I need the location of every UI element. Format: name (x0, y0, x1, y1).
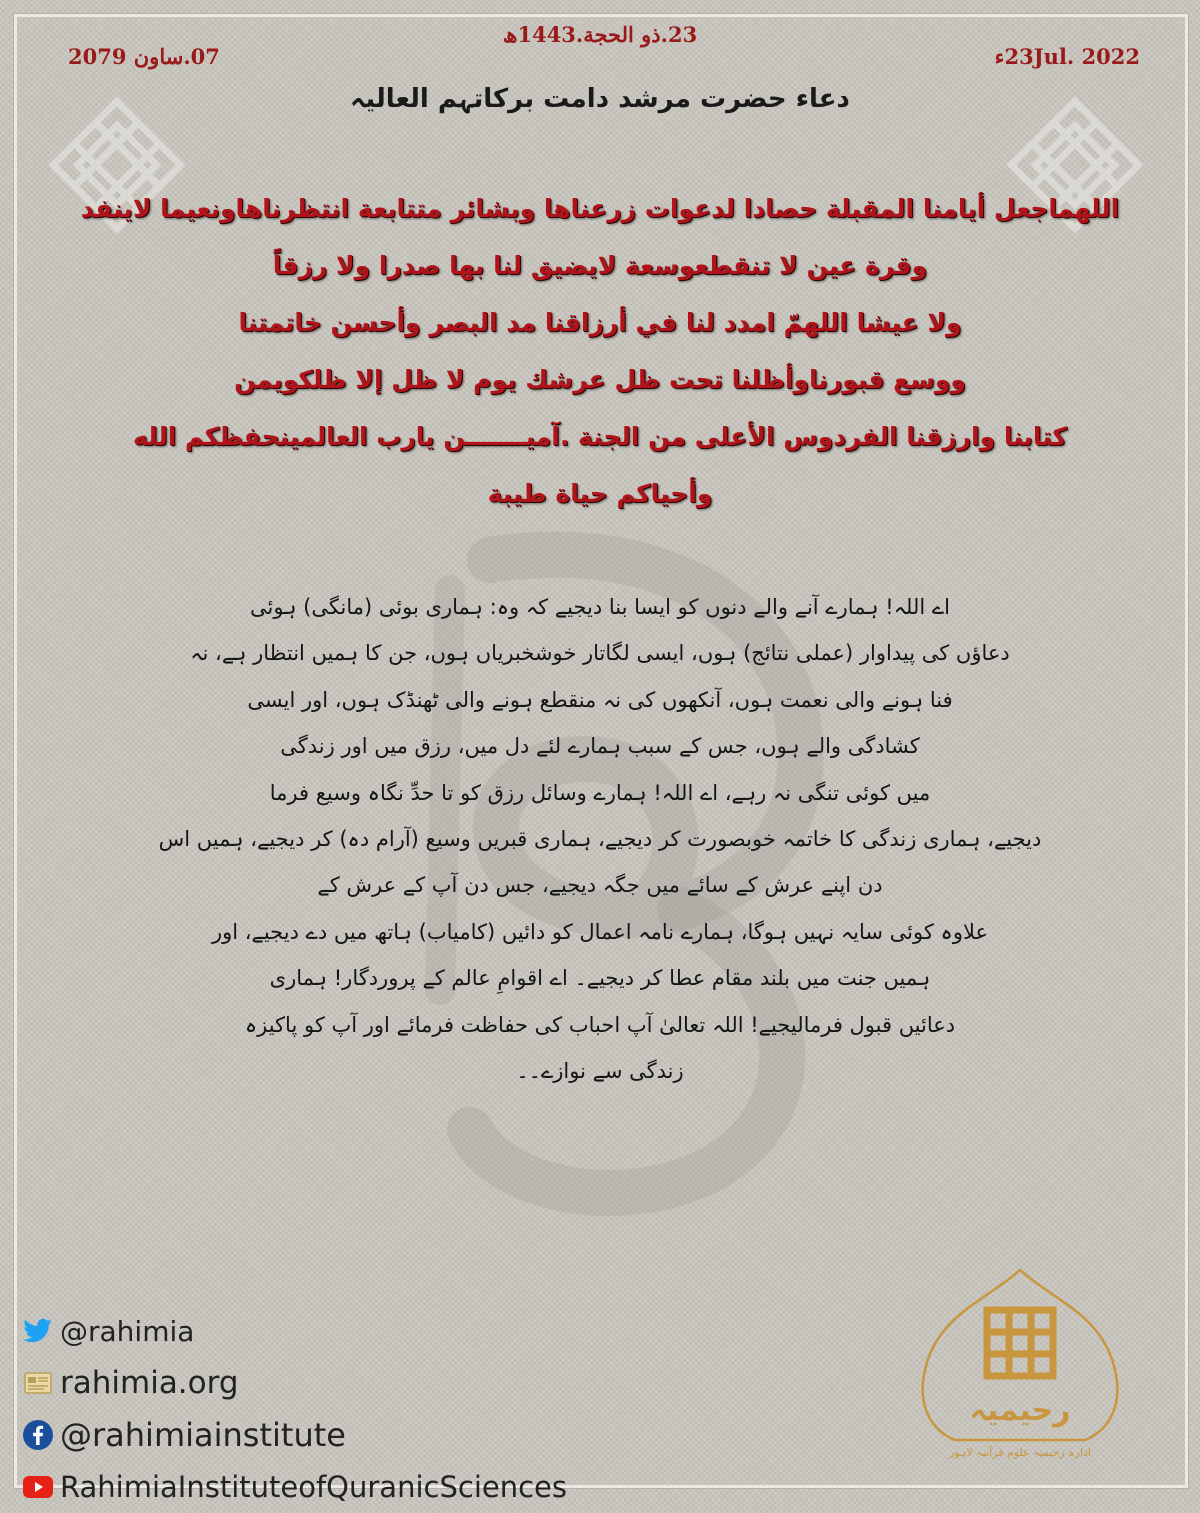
youtube-link[interactable] (22, 1461, 722, 1513)
urdu-translation-line: فنا ہونے والی نعمت ہوں، آنکھوں کی نہ منقطع ہونے والی ٹھنڈک ہوں، اور ایسی (247, 687, 953, 712)
logo-subtitle: ادارہ رحیمیہ علوم قرآنیہ لاہور (949, 1446, 1091, 1459)
website-link[interactable] (22, 1357, 722, 1409)
arabic-dua (70, 180, 1130, 522)
website-url: rahimia.org (60, 1365, 239, 1401)
facebook-link[interactable] (22, 1409, 722, 1461)
arabic-dua-line: وقرة عين لا تنقطعوسعة لايضيق لنا بها صدرا ولا رزقاً (272, 251, 928, 280)
urdu-translation-line: ہمیں جنت میں بلند مقام عطا کر دیجیے۔ اے اقوامِ عالم کے پروردگار! ہماری (269, 966, 931, 991)
urdu-translation-line: دیجیے، ہماری زندگی کا خاتمہ خوبصورت کر دیجیے، ہماری قبریں وسیع (آرام دہ) کر دیجیے، ہمیں اس (158, 826, 1042, 851)
urdu-translation-line: زندگی سے نوازے۔۔ (516, 1058, 684, 1083)
web-icon (22, 1367, 54, 1399)
arabic-dua-line: ولا عيشا اللهمّ امدد لنا في أرزاقنا مد البصر وأحسن خاتمتنا (238, 308, 962, 337)
urdu-translation-line: اے اللہ! ہمارے آنے والے دنوں کو ایسا بنا دیجیے کہ وہ: ہماری بوئی (مانگی) ہوئی (250, 595, 950, 619)
urdu-translation-line: دعاؤں کی پیداوار (عملی نتائج) ہوں، ایسی لگاتار خوشخبریاں ہوں، جن کا ہمیں انتظار ہے، نہ (190, 641, 1010, 666)
arabic-dua-line: كتابنا وارزقنا الفردوس الأعلى من الجنة .آميـــــــن يارب العالمينحفظكم الله (133, 422, 1067, 451)
twitter-handle: @rahimia (60, 1314, 195, 1348)
twitter-link[interactable] (22, 1305, 722, 1357)
vikram-date: 07.ساون 2079 (68, 44, 220, 69)
social-links (22, 1305, 722, 1513)
youtube-icon (22, 1471, 54, 1503)
urdu-translation-line: علاوہ کوئی سایہ نہیں ہوگا، ہمارے نامہ اعمال کو دائیں (کامیاب) ہاتھ میں دے دیجیے، اور (211, 919, 989, 944)
urdu-translation-line: میں کوئی تنگی نہ رہے، اے اللہ! ہمارے وسائل رزق کو تا حدِّ نگاہ وسیع فرما (269, 780, 931, 805)
urdu-translation-line: کشادگی والے ہوں، جس کے سبب ہمارے لئے دل میں، رزق میں اور زندگی (280, 734, 920, 759)
twitter-icon (22, 1315, 54, 1347)
gregorian-date: 23Jul. 2022ء (994, 44, 1140, 69)
rahimia-logo (905, 1262, 1135, 1472)
facebook-handle: @rahimiainstitute (60, 1416, 346, 1454)
arabic-dua-line: ووسع قبورناوأظلنا تحت ظل عرشك يوم لا ظل إلا ظلكويمن (234, 365, 966, 394)
urdu-translation-line: دعائیں قبول فرمالیجیے! اللہ تعالیٰ آپ احباب کی حفاظت فرمائے اور آپ کو پاکیزہ (244, 1012, 956, 1037)
urdu-translation (130, 584, 1070, 1094)
urdu-translation-line: دن اپنے عرش کے سائے میں جگہ دیجیے، جس دن آپ کے عرش کے (317, 873, 883, 898)
hijri-date: 23.ذو الحجة.1443ھ (502, 22, 698, 47)
page-title: دعاء حضرت مرشد دامت برکاتہم العالیہ (350, 84, 850, 114)
arabic-dua-line: وأحياكم حياة طيبة (487, 479, 713, 508)
facebook-icon (22, 1419, 54, 1451)
youtube-channel: RahimiaInstituteofQuranicSciences (60, 1470, 567, 1504)
logo-name: رحیمیہ (969, 1393, 1071, 1428)
arabic-dua-line: اللهماجعل أيامنا المقبلة حصادا لدعوات زرعناها وبشائر متتابعة انتظرناهاونعيما لاينفد (80, 194, 1120, 223)
